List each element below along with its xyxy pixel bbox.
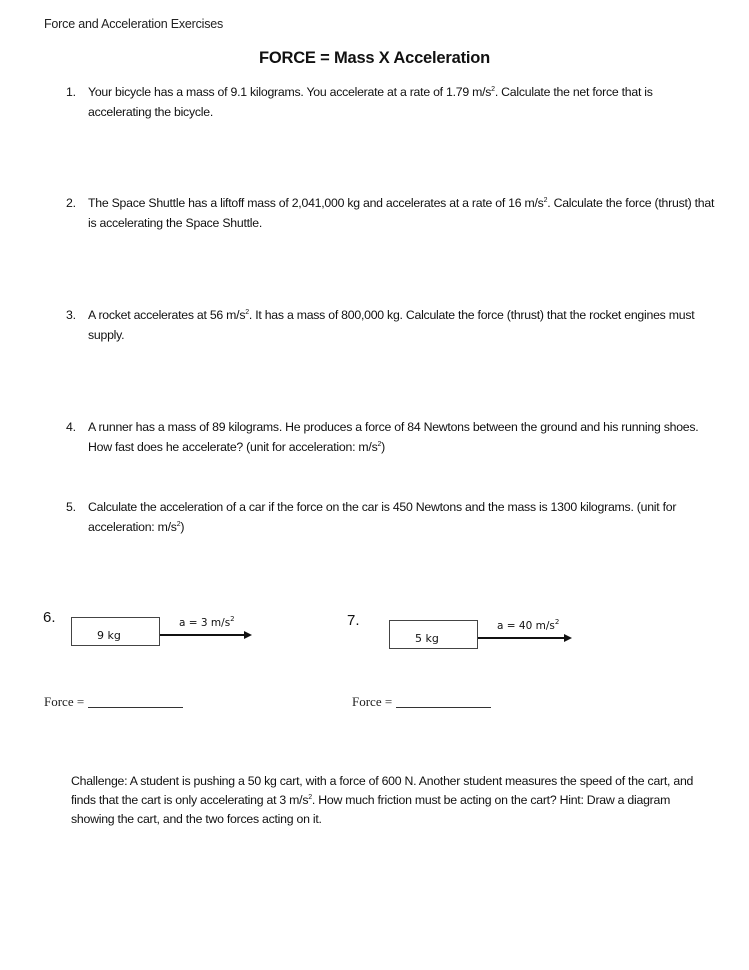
mass-box-6 [71,617,160,646]
question-5 [66,497,716,537]
answer-blank[interactable] [88,707,183,708]
document-header: Force and Acceleration Exercises [44,17,224,31]
question-2 [66,193,716,233]
superscript: 2 [176,521,181,528]
question-text: Your bicycle has a mass of 9.1 kilograms. You accelerate at a rate of 1.79 m/s [88,85,492,99]
question-text-cont: . It has a mass of 800,000 kg. Calculate the force (thrust) that the rocket engines must supply. [88,308,695,342]
diagram-6-number: 6. [43,609,56,626]
question-text: The Space Shuttle has a liftoff mass of 2,041,000 kg and accelerates at a rate of 16 m/s [88,196,544,210]
question-text: A runner has a mass of 89 kilograms. He produces a force of 84 Newtons between the ground and his running shoes. How fast does he accelerate? (unit for acceleration: m/s [88,420,699,454]
arrow-right-icon [478,637,565,639]
question-number: 4. [66,420,76,434]
acceleration-label-6: a = 3 $m/s^2$ [179,615,235,629]
challenge-question: Challenge: A student is pushing a 50 kg cart, with a force of 600 N. Another student measures the speed of the cart, and finds that the cart is only accelerating at 3 $m/s^2$. How much friction must be acting on the cart? Hint: Draw a diagram showing the cart, and the two forces acting on it. [71,774,694,826]
superscript: 2 [543,197,548,204]
superscript: 2 [377,441,382,448]
question-text: Calculate the acceleration of a car if the force on the car is 450 Newtons and the mass is 1300 kilograms. (unit for acceleration: m/s [88,500,677,534]
acceleration-label-7: a = 40 $m/s^2$ [497,618,560,632]
question-4 [66,417,716,457]
question-1 [66,82,716,122]
force-label: Force = [352,694,393,709]
arrow-right-icon [160,634,245,636]
question-number: 3. [66,308,76,322]
force-label: Force = [44,694,85,709]
force-answer-7 [352,694,491,710]
superscript: 2 [245,309,249,316]
question-number: 2. [66,196,76,210]
question-text-cont: . Calculate the net force that is accelerating the bicycle. [88,85,653,119]
question-text: A rocket accelerates at 56 m/s [88,308,246,322]
answer-blank[interactable] [396,707,491,708]
mass-box-7 [389,620,478,649]
question-number: 1. [66,85,76,99]
mass-label: 9 kg [97,629,121,642]
question-text-cont: . Calculate the force (thrust) that is accelerating the Space Shuttle. [88,196,715,230]
diagram-7-number: 7. [347,612,360,629]
question-text-cont: ) [381,440,385,454]
mass-label: 5 kg [415,632,439,645]
question-text-cont: ) [180,520,185,534]
page-title: FORCE = Mass X Acceleration [258,49,491,67]
superscript: 2 [491,86,495,93]
question-3 [66,305,716,345]
question-number: 5. [66,500,76,514]
force-answer-6 [44,694,183,710]
